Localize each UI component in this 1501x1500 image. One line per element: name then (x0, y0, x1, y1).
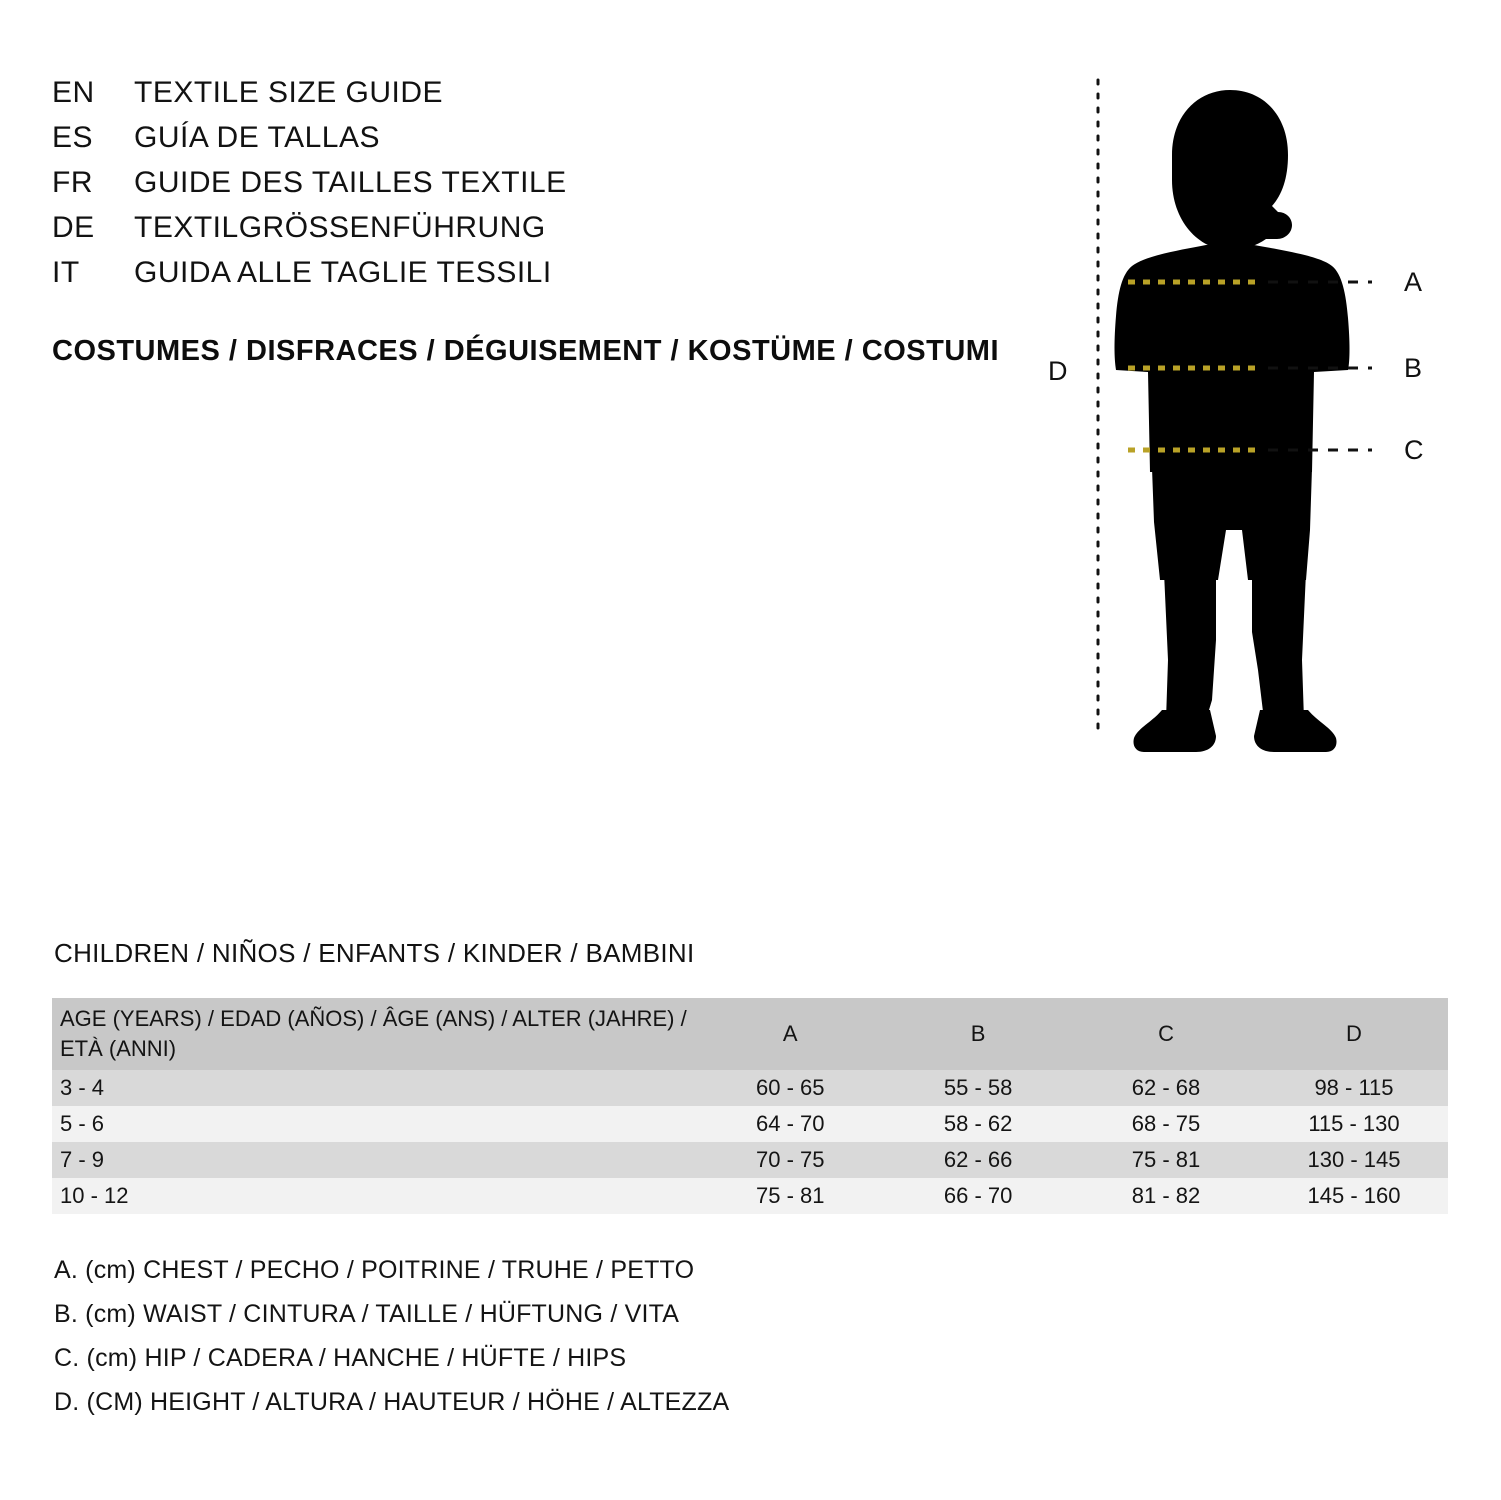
size-table (52, 998, 1448, 1214)
language-text-en: TEXTILE SIZE GUIDE (134, 76, 444, 109)
language-row-fr (52, 160, 1012, 205)
language-row-it (52, 250, 1012, 295)
language-text-es: GUÍA DE TALLAS (134, 121, 380, 154)
cell-age: 5 - 6 (60, 1111, 105, 1136)
figure-label-chest: A (1404, 267, 1423, 297)
table-row (52, 1106, 1448, 1142)
size-table-body (52, 1070, 1448, 1214)
figure-label-waist: B (1404, 353, 1423, 383)
table-row (52, 1070, 1448, 1106)
silhouette-shape (1115, 90, 1350, 752)
size-table-head (52, 998, 1448, 1070)
cell-chest: 60 - 65 (756, 1075, 825, 1100)
size-figure (1020, 60, 1470, 760)
measurement-legend (54, 1248, 954, 1424)
language-code-es: ES (52, 121, 94, 154)
column-header-b: B (970, 1021, 986, 1046)
table-header-row (52, 998, 1448, 1070)
column-header-age: AGE (YEARS) / EDAD (AÑOS) / ÂGE (ANS) / ALTER (JAHRE) / ETÀ (ANNI) (60, 1006, 687, 1061)
language-row-de (52, 205, 1012, 250)
column-header-d: D (1346, 1021, 1362, 1046)
legend-item-height: D. (CM) HEIGHT / ALTURA / HAUTEUR / HÖHE / ALTEZZA (54, 1388, 730, 1416)
cell-age: 10 - 12 (60, 1183, 129, 1208)
children-section-title: CHILDREN / NIÑOS / ENFANTS / KINDER / BAMBINI (54, 938, 695, 968)
language-code-en: EN (52, 76, 95, 109)
cell-height: 98 - 115 (1314, 1075, 1394, 1100)
table-row (52, 1178, 1448, 1214)
language-row-es (52, 115, 1012, 160)
cell-height: 130 - 145 (1307, 1147, 1401, 1172)
figure-label-height: D (1048, 356, 1068, 386)
cell-height: 145 - 160 (1307, 1183, 1401, 1208)
legend-item-waist: B. (cm) WAIST / CINTURA / TAILLE / HÜFTUNG / VITA (54, 1300, 680, 1328)
costumes-subtitle: COSTUMES / DISFRACES / DÉGUISEMENT / KOSTÜME / COSTUMI (52, 335, 999, 367)
child-silhouette-icon (1020, 60, 1470, 760)
language-code-it: IT (52, 256, 80, 289)
cell-age: 7 - 9 (60, 1147, 105, 1172)
cell-chest: 75 - 81 (756, 1183, 825, 1208)
cell-chest: 64 - 70 (756, 1111, 825, 1136)
cell-hip: 81 - 82 (1131, 1183, 1201, 1208)
cell-hip: 68 - 75 (1131, 1111, 1201, 1136)
language-text-de: TEXTILGRÖSSENFÜHRUNG (134, 211, 546, 244)
cell-waist: 55 - 58 (943, 1075, 1013, 1100)
cell-hip: 75 - 81 (1131, 1147, 1201, 1172)
column-header-c: C (1158, 1021, 1174, 1046)
language-list (52, 70, 1012, 295)
cell-age: 3 - 4 (60, 1075, 105, 1100)
column-header-a: A (782, 1021, 798, 1046)
language-text-it: GUIDA ALLE TAGLIE TESSILI (134, 256, 552, 289)
cell-height: 115 - 130 (1308, 1111, 1400, 1136)
cell-waist: 58 - 62 (943, 1111, 1013, 1136)
table-row (52, 1142, 1448, 1178)
language-code-de: DE (52, 211, 95, 244)
cell-waist: 62 - 66 (943, 1147, 1013, 1172)
cell-hip: 62 - 68 (1131, 1075, 1201, 1100)
cell-waist: 66 - 70 (943, 1183, 1013, 1208)
language-text-fr: GUIDE DES TAILLES TEXTILE (134, 166, 567, 199)
legend-item-chest: A. (cm) CHEST / PECHO / POITRINE / TRUHE / PETTO (54, 1256, 695, 1284)
legend-item-hip: C. (cm) HIP / CADERA / HANCHE / HÜFTE / HIPS (54, 1344, 627, 1372)
figure-label-hip: C (1404, 435, 1424, 465)
language-code-fr: FR (52, 166, 93, 199)
cell-chest: 70 - 75 (756, 1147, 825, 1172)
language-row-en (52, 70, 1012, 115)
